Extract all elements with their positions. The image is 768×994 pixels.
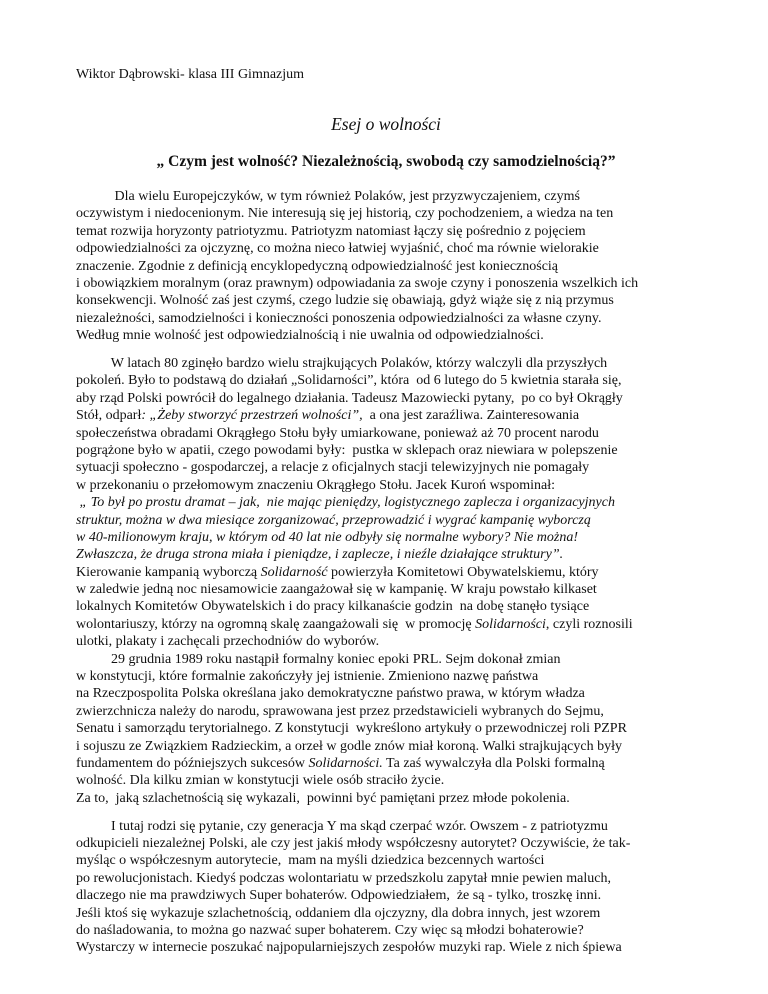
text-line (76, 755, 716, 772)
line-text: Według mnie wolność jest odpowiedzialnością i nie uwalnia od odpowiedzialności. (76, 328, 544, 344)
line-text: Senatu i samorządu terytorialnego. Z konstytucji wykreślono artykuły o przewodniczej roli PZPR (76, 721, 627, 737)
line-text: po rewolucjonistach. Kiedyś podczas wolontariatu w przedszkolu zapytał mnie pewien maluch, (76, 870, 611, 886)
document-page (76, 0, 716, 994)
text-line (76, 790, 716, 807)
text-line (76, 275, 716, 292)
line-text: odkupicieli niezależnej Polski, ale czy jest jakiś młody współczesny autorytet? Oczywiście, że tak- (76, 836, 631, 852)
author-line: Wiktor Dąbrowski- klasa III Gimnazjum (76, 67, 305, 82)
text-line (76, 720, 716, 737)
line-text: Wystarczy w internecie poszukać najpopularniejszych zespołów muzyki rap. Wiele z nich śpiewa (76, 940, 622, 956)
line-text: odpowiedzialności za ojczyznę, co można nieco łatwiej wyjaśnić, choć ma równie wielorakie (76, 241, 599, 257)
text-line (76, 512, 716, 529)
text-line (76, 905, 716, 922)
essay-title: Esej o wolności (331, 114, 441, 134)
text-line (76, 581, 716, 598)
text-line (76, 529, 716, 546)
text-line (76, 922, 716, 939)
text-line (76, 668, 716, 685)
text-line (76, 870, 716, 887)
line-text: lokalnych Komitetów Obywatelskich i do pracy kilkanaście godzin na dobę stanęło tysiące (76, 599, 590, 615)
text-line (76, 442, 716, 459)
line-text: wolontariuszy, którzy na ogromną skalę zaangażowali się w promocję (76, 616, 476, 632)
line-text: dlaczego nie ma prawdziwych Super bohaterów. Odpowiedziałem, że są - tylko, troszkę inni. (76, 888, 602, 904)
italic-text: struktur, można w dwa miesiące zorganizować, przeprowadzić i wygrać kampanię wyborczą (76, 512, 591, 528)
line-text: myśląc o współczesnym autorytecie, mam na myśli dziedzica bezcennych wartości (76, 853, 545, 869)
line-text: , czyli roznosili (545, 616, 633, 632)
line-text: w przekonaniu o przełomowym znaczeniu Okrągłego Stołu. Jacek Kuroń wspominał: (76, 477, 555, 493)
text-line (76, 598, 716, 615)
line-text: w zaledwie jedną noc niesamowicie zaangażował się w kampanię. W kraju powstało kilkaset (76, 582, 597, 598)
text-line (76, 703, 716, 720)
line-text: i obowiązkiem moralnym (oraz prawnym) odpowiadania za swoje czyny i ponoszenia wszelkich ich (76, 275, 639, 291)
line-text: Dla wielu Europejczyków, w tym również Polaków, jest przyzwyczajeniem, czymś (76, 189, 580, 204)
line-text: niezależności, samodzielności i konieczności ponoszenia odpowiedzialności za własne czyny. (76, 310, 602, 326)
text-line (76, 205, 716, 222)
line-text: ulotki, plakaty i zachęcali przechodniów do wyborów. (76, 634, 380, 650)
text-line (76, 772, 716, 789)
italic-text: Zwłaszcza, że druga strona miała i pieniądze, i zaplecze, i nieźle działające struktury”. (76, 547, 564, 563)
line-text: Jeśli ktoś się wykazuje szlachetnością, oddaniem dla ojczyzny, dla dobra innych, jest wzorem (76, 905, 601, 921)
italic-text: Solidarności. (308, 756, 383, 771)
line-text: i sojuszu ze Związkiem Radzieckim, a orzeł w godle znów miał koroną. Walki strajkujących były (76, 738, 622, 754)
line-text: W latach 80 zginęło bardzo wielu strajkujących Polaków, którzy walczyli dla przyszłych (76, 356, 608, 372)
text-line (76, 372, 716, 389)
line-text: konsekwencji. Wolność zaś jest czymś, czego ludzie się obawiają, gdyż wiąże się z nią przymus (76, 293, 614, 309)
text-line (76, 188, 716, 205)
essay-subtitle: „ Czym jest wolność? Niezależnością, swobodą czy samodzielnością?” (156, 153, 616, 170)
text-line (76, 685, 716, 702)
text-line (76, 407, 716, 424)
italic-text: w 40-milionowym kraju, w którym od 40 lat nie odbyły się normalne wybory? Nie można! (76, 529, 578, 545)
text-line (76, 477, 716, 494)
line-text: Stół, odparł (76, 408, 142, 424)
text-line (76, 390, 716, 407)
line-text: 29 grudnia 1989 roku nastąpił formalny koniec epoki PRL. Sejm dokonał zmian (76, 651, 561, 667)
line-text: znaczenie. Zgodnie z definicją encyklopedyczną odpowiedzialność jest koniecznością (76, 258, 559, 274)
text-line (76, 258, 716, 275)
line-text: temat rozwija horyzonty patriotyzmu. Patriotyzm natomiast łączy się pośrednio z pojęciem (76, 223, 586, 239)
paragraph-gap (76, 345, 716, 356)
line-text: na Rzeczpospolita Polska określana jako demokratyczne państwo prawa, w którym władza (76, 686, 585, 702)
text-line (76, 310, 716, 327)
text-line (76, 564, 716, 581)
line-text: powierzyła Komitetowi Obywatelskiemu, który (327, 564, 599, 580)
line-text: zwierzchnicza należy do narodu, sprawowana jest przez przedstawicieli wybranych do Sejmu, (76, 703, 604, 719)
essay-body (76, 188, 716, 957)
italic-text: Solidarności (475, 616, 546, 632)
line-text: pogrążone było w apatii, czego powodami były: pustka w sklepach oraz niewiara w polepszenie (76, 442, 618, 458)
text-line (76, 852, 716, 869)
text-line (76, 651, 716, 668)
line-text: społeczeństwa obradami Okrągłego Stołu były umiarkowane, ponieważ aż 70 procent narodu (76, 425, 599, 441)
text-line (76, 459, 716, 476)
text-line (76, 616, 716, 633)
line-text: Za to, jaką szlachetnością się wykazali, powinni być pamiętani przez młode pokolenia. (76, 790, 570, 806)
text-line (76, 355, 716, 372)
italic-text: : „Żeby stworzyć przestrzeń wolności”, (141, 408, 363, 424)
paragraph-gap (76, 807, 716, 818)
text-line (76, 223, 716, 240)
italic-text: Solidarność (260, 564, 328, 580)
line-text: oczywistym i niedocenionym. Nie interesują się jej historią, czy pochodzeniem, a wiedza na ten (76, 206, 614, 222)
line-text: a ona jest zaraźliwa. Zainteresowania (362, 408, 580, 424)
line-text: I tutaj rodzi się pytanie, czy generacja Y ma skąd czerpać wzór. Owszem - z patriotyzmu (76, 818, 608, 834)
text-line (76, 939, 716, 956)
text-line (76, 327, 716, 344)
line-text: Ta zaś wywalczyła dla Polski formalną (382, 756, 605, 771)
line-text: aby rząd Polski powrócił do legalnego działania. Tadeusz Mazowiecki pytany, po co był Okrągły (76, 390, 623, 406)
text-line (76, 818, 716, 835)
line-text: Kierowanie kampanią wyborczą (76, 564, 261, 580)
text-line (76, 633, 716, 650)
line-text: do naśladowania, to można go nazwać super bohaterem. Czy więc są młodzi bohaterowie? (76, 923, 584, 939)
text-line (76, 494, 716, 511)
text-line (76, 546, 716, 563)
text-line (76, 240, 716, 257)
italic-text: „ To był po prostu dramat – jak, nie mając pieniędzy, logistycznego zaplecza i organizacyjnych (79, 495, 615, 511)
line-text: w konstytucji, które formalnie zakończyły jej istnienie. Zmieniono nazwę państwa (76, 669, 539, 685)
text-line (76, 292, 716, 309)
line-text: fundamentem do późniejszych sukcesów (76, 756, 309, 771)
text-line (76, 425, 716, 442)
line-text: pokoleń. Było to podstawą do działań „Solidarności”, która od 6 lutego do 5 kwietnia starała się, (76, 373, 622, 389)
text-line (76, 835, 716, 852)
line-text: wolność. Dla kilku zmian w konstytucji wiele osób straciło życie. (76, 773, 445, 789)
line-text: sytuacji społeczno - gospodarczej, a relacje z oficjalnych stacji telewizyjnych nie pomagały (76, 460, 590, 476)
text-line (76, 738, 716, 755)
text-line (76, 887, 716, 904)
